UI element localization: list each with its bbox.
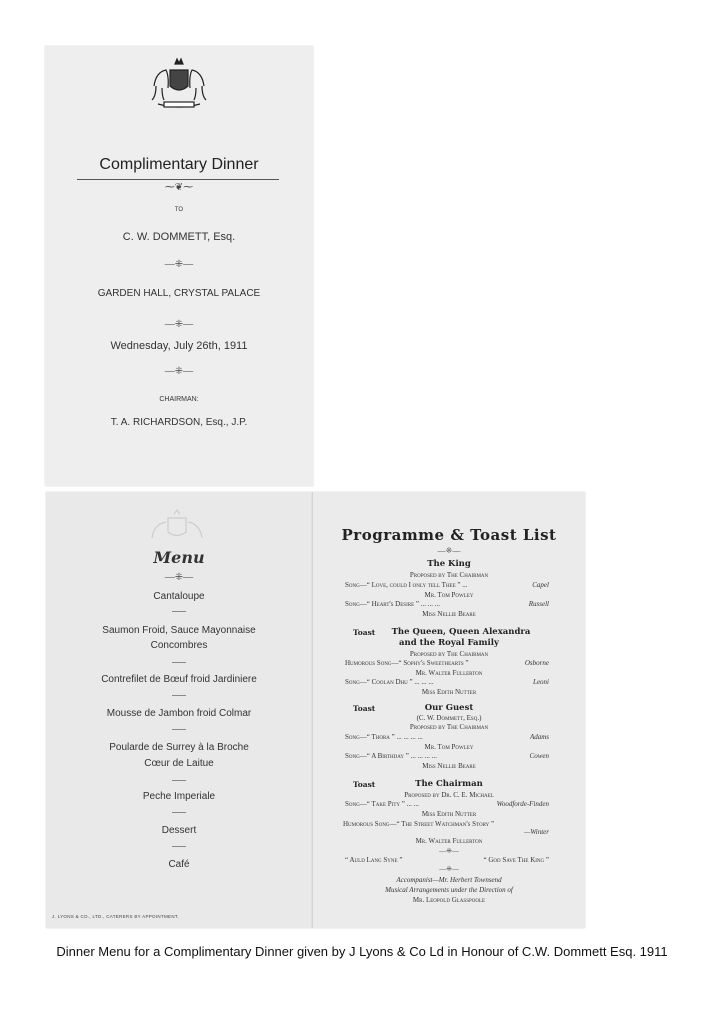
proposer: Proposed by The Chairman	[409, 650, 489, 658]
proposer: Proposed by Dr. C. E. Michael	[404, 791, 494, 799]
cover-card	[45, 46, 313, 486]
singer: Mr. Tom Powley	[424, 743, 474, 751]
song-line: Song—“ Heart's Desire ” ... ... ... Russell	[345, 600, 549, 608]
proposer: Proposed by The Chairman	[409, 723, 489, 731]
programme-card: Programme & Toast List —⁜— The King Proposed by The Chairman Song—“ Love, could I only tell Thee ” ... Capel Mr. Tom Powley Song—“ Heart's Desire ” ... ... ... Russell Miss Nellie Beare Toast The Queen, Queen Alexandra and the Royal Family Proposed by The Chairman Humorous Song—“ Sophy's Sweethearts ” Osborne Mr. Walter Fullerton Song—“ Coolan Dhu ” ... ... ... Leoni Miss Edith Nutter Toast Our Guest (C. W. Dommett, Esq.) Proposed by The Chairman Song—“ Thora ” ... ... ... ... Adams Mr. Tom Powley Song—“ A Birthday ” ... ... ... ... Cowen Miss Nellie Beare Toast The Chairman Proposed by Dr. C. E. Michael Song—“ Take Pity ” ... ... Woodforde-Finden Miss Edith Nutter Humorous Song—“ The Street Watchman's Story ” —Winter Mr. Walter Fullerton —⁜— “ Auld Lang Syne ” “ God Save The King ” —⁜— Accompanist—Mr. Herbert Townsend Musical Arrangements under the Direction of Mr. Leopold Glasspoole	[312, 492, 585, 928]
divider-ornament: —⁜—	[437, 546, 461, 555]
proposer: Proposed by The Chairman	[409, 571, 489, 579]
song-line: Humorous Song—“ The Street Watchman's Story ”	[343, 820, 495, 828]
divider-ornament: —⁜—	[164, 366, 194, 377]
menu-title: Menu	[153, 548, 205, 567]
image-caption: Dinner Menu for a Complimentary Dinner given by J Lyons & Co Ld in Honour of C.W. Dommett Esq. 1911	[56, 944, 668, 959]
accompanist: Accompanist—Mr. Herbert Townsend	[396, 876, 502, 884]
venue: GARDEN HALL, CRYSTAL PALACE	[97, 288, 261, 299]
programme-title: Programme & Toast List	[341, 526, 557, 544]
guest-name: (C. W. Dommett, Esq.)	[416, 714, 482, 722]
toast-heading-guest: Our Guest	[424, 703, 474, 713]
menu-item: Café	[168, 859, 190, 870]
menu-item: Cantaloupe	[153, 591, 205, 602]
toast-label: Toast	[353, 704, 376, 713]
title-rule	[77, 179, 279, 180]
event-date: Wednesday, July 26th, 1911	[110, 340, 248, 352]
arrangements: Musical Arrangements under the Direction of	[385, 886, 513, 894]
chairman-label: CHAIRMAN:	[159, 396, 199, 403]
menu-item: Contrefilet de Bœuf froid Jardiniere	[101, 674, 257, 685]
toast-heading-royal-family: and the Royal Family	[399, 638, 499, 648]
menu-card	[46, 492, 312, 928]
singer: Miss Nellie Beare	[422, 762, 476, 770]
divider-ornament: —⁜—	[164, 259, 194, 270]
menu-divider	[172, 812, 186, 813]
toast-label: Toast	[353, 780, 376, 789]
singer: Miss Nellie Beare	[422, 610, 476, 618]
divider-ornament: —⁜—	[164, 319, 194, 330]
menu-item: Dessert	[161, 825, 197, 836]
song-line: Song—“ Take Pity ” ... ... Woodforde-Finden	[345, 800, 549, 808]
to-label: TO	[174, 207, 184, 213]
toast-heading-chairman: The Chairman	[415, 779, 483, 789]
singer: Mr. Walter Fullerton	[415, 669, 483, 677]
divider-ornament: —⁜—	[164, 572, 194, 583]
cover-title: Complimentary Dinner	[99, 156, 259, 173]
menu-item: Poularde de Surrey à la Broche	[109, 742, 249, 753]
singer: Miss Edith Nutter	[421, 688, 477, 696]
toast-heading-king: The King	[427, 559, 471, 569]
royal-crest-icon	[144, 56, 214, 112]
guest-name: C. W. DOMMETT, Esq.	[122, 231, 236, 243]
song-line: Humorous Song—“ Sophy's Sweethearts ” Osborne	[345, 659, 549, 667]
menu-divider	[172, 846, 186, 847]
menu-divider	[172, 729, 186, 730]
song-line: Song—“ Love, could I only tell Thee ” ... Capel	[345, 581, 549, 589]
menu-divider	[172, 780, 186, 781]
finale-line: “ Auld Lang Syne ” “ God Save The King ”	[345, 856, 549, 864]
menu-divider	[172, 611, 186, 612]
divider-ornament: —⁜—	[439, 847, 459, 855]
singer: Mr. Tom Powley	[424, 591, 474, 599]
director: Mr. Leopold Glasspoole	[412, 896, 486, 904]
song-line: Song—“ Coolan Dhu ” ... ... ... Leoni	[345, 678, 549, 686]
toast-label: Toast	[353, 628, 376, 637]
menu-item: Concombres	[150, 640, 208, 651]
menu-item: Mousse de Jambon froid Colmar	[106, 708, 252, 719]
singer: Mr. Walter Fullerton	[415, 837, 483, 845]
singer: Miss Edith Nutter	[421, 810, 477, 818]
embossed-crest-icon	[144, 508, 210, 548]
menu-divider	[172, 695, 186, 696]
menu-divider	[172, 662, 186, 663]
divider-ornament: —⁜—	[439, 865, 459, 873]
song-line: Song—“ Thora ” ... ... ... ... Adams	[345, 733, 549, 741]
song-line: Song—“ A Birthday ” ... ... ... ... Cowen	[345, 752, 549, 760]
caterer-footer: J. LYONS & CO., LTD., CATERERS BY APPOINTMENT.	[52, 914, 179, 919]
chairman-name: T. A. RICHARDSON, Esq., J.P.	[110, 417, 248, 428]
toast-heading-queen: The Queen, Queen Alexandra	[391, 627, 531, 637]
scroll-ornament: ⁓❦⁓	[164, 182, 194, 193]
menu-item: Saumon Froid, Sauce Mayonnaise	[102, 625, 256, 636]
menu-item: Peche Imperiale	[142, 791, 216, 802]
menu-item: Cœur de Laitue	[144, 758, 214, 769]
